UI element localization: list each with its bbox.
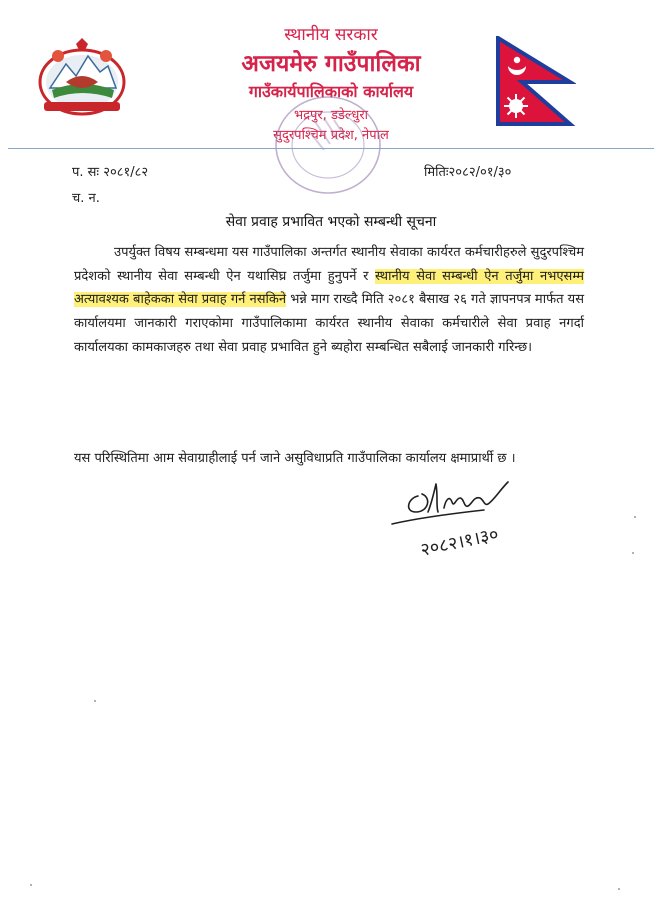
body-text: उपर्युक्त विषय सम्बन्धमा यस गाउँपालिका अन्तर्गत स्थानीय सेवाका कार्यरत कर्मचारीहरुले सुदुरपश्चिम प्रदेशको स्थानीय सेवा सम्बन्धी ऐन यथासिघ्र तर्जुमा हुनुपर्ने र	[74, 245, 584, 284]
letter-number: प. सः २०८१/८२	[72, 165, 149, 180]
body-text: भन्ने माग राख्दै मिति २०८१ बैसाख २६ गते ज्ञापनपत्र मार्फत यस कार्यालयमा जानकारी गराएकोमा गाउँपालिकामा कार्यरत स्थानीय सेवाका कर्मचारीले सेवा प्रवाह नगर्दा कार्यालयका कामकाजहरु तथा सेवा प्रवाह प्रभावित हुने ब्यहोरा सम्बन्धित सबैलाई जानकारी गरिन्छ।	[74, 292, 584, 355]
office-stamp-icon	[268, 90, 388, 200]
highlighted-text: स्थानीय सेवा सम्बन्धी ऐन तर्जुमा नभएसम्म अत्यावश्यक बाहेकका सेवा प्रवाह गर्न नसकिने	[74, 268, 584, 308]
body-paragraph-1	[74, 241, 584, 360]
letter-date: मितिः२०८२/०१/३०	[424, 165, 512, 180]
letterhead-divider	[8, 148, 654, 149]
scan-speck	[30, 884, 32, 886]
scan-speck	[94, 700, 96, 702]
letterhead-office-name: गाउँकार्यपालिकाको कार्यालय	[248, 82, 414, 101]
letterhead-location: भद्रपुर, डडेल्धुरा	[293, 108, 369, 123]
signature-date: २०८२।१।३०	[418, 523, 501, 561]
scan-speck	[632, 552, 634, 554]
dispatch-number: च. न.	[72, 191, 100, 206]
letterhead-municipality-name: अजयमेरु गाउँपालिका	[241, 51, 421, 77]
handwritten-signature	[388, 468, 534, 574]
scan-speck	[634, 516, 636, 518]
body-paragraph-2: यस परिस्थितिमा आम सेवाग्राहीलाई पर्न जाने असुविधाप्रति गाउँपालिका कार्यालय क्षमाप्रार्थी छ ।	[74, 451, 516, 466]
letterhead-government-level: स्थानीय सरकार	[284, 25, 378, 45]
letter-subject: सेवा प्रवाह प्रभावित भएको सम्बन्धी सूचना	[225, 214, 437, 230]
letterhead-province: सुदुरपश्चिम प्रदेश, नेपाल	[273, 128, 389, 143]
scan-speck	[618, 888, 620, 890]
